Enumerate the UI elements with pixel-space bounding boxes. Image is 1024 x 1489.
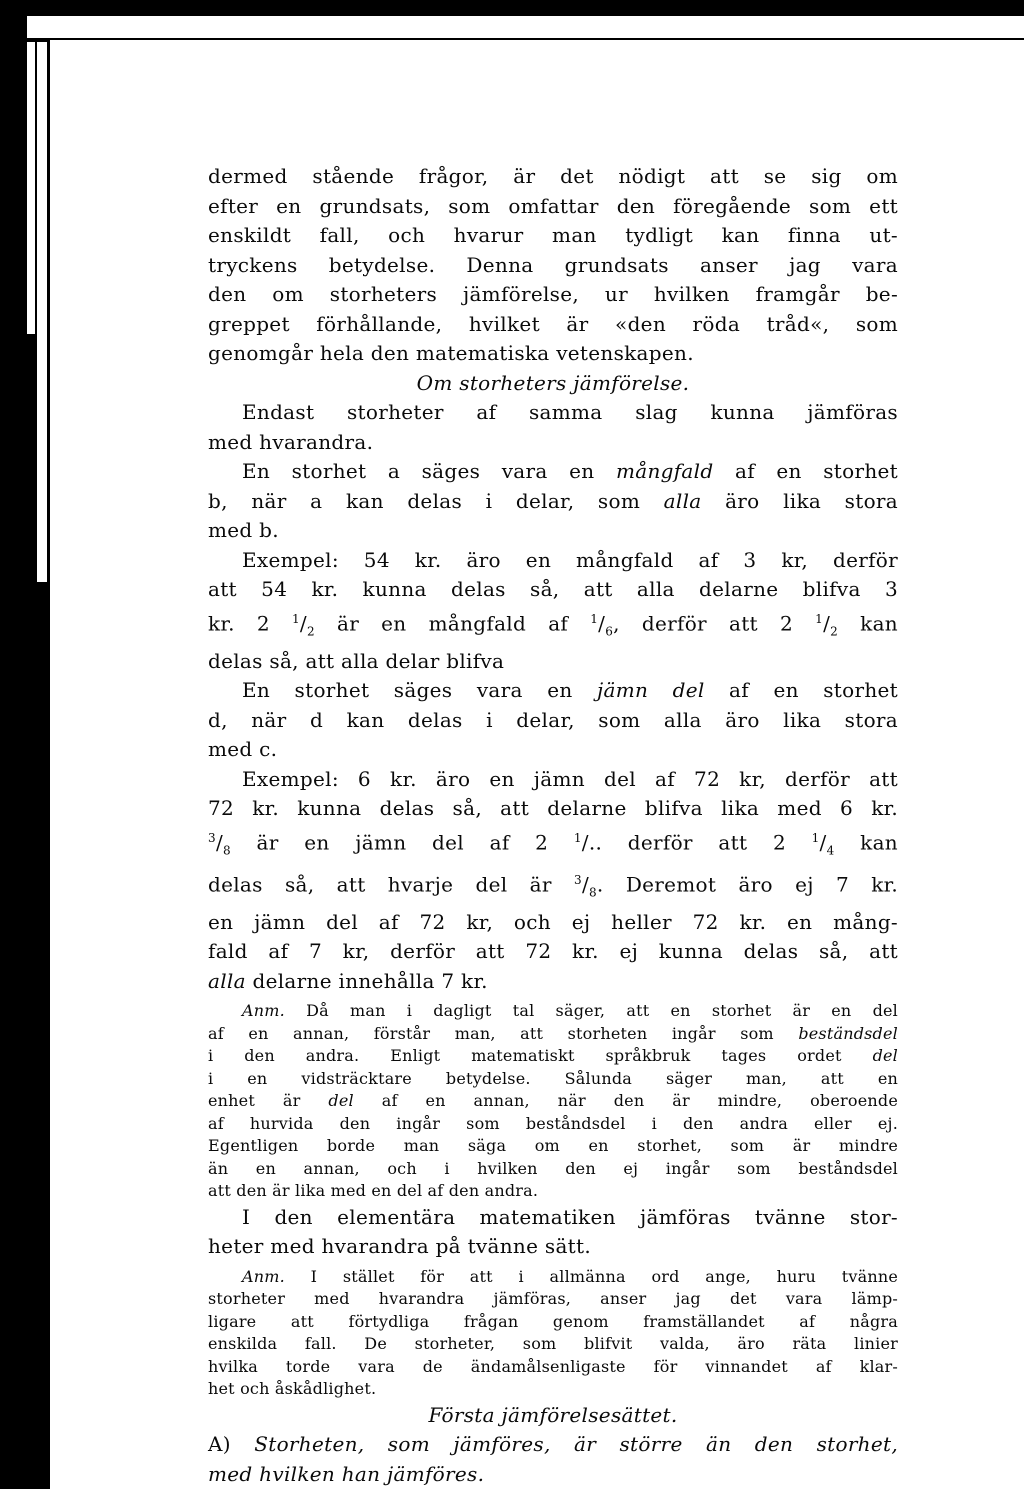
example-multiple [208,546,898,677]
fraction-numerator: 3 [574,872,582,887]
note-label: Anm. [242,1001,285,1021]
text-run: af en storhet [704,678,898,703]
text-run: I stället för att i allmänna ord ange, huru tvänne [284,1266,898,1286]
emphasis: mångfald [615,459,714,483]
scan-edge-left [27,42,35,334]
text-run: delarne innehålla 7 kr. [245,968,488,993]
text-run: Då man i dagligt tal säger, att en storhet är en del [284,1001,898,1021]
text-line: tryckens betydelse. Denna grundsats anser jag vara [208,252,898,277]
text-run: En storhet säges vara en [242,678,597,703]
text-line: delas så, att alla delar blifva [208,648,505,673]
note-2 [208,1266,898,1401]
text-line [208,1000,898,1023]
example-part [208,765,898,997]
fraction-denominator: 6 [605,624,614,639]
fraction-numerator: 1 [573,830,582,845]
text-run: delas så, att hvarje del är [208,872,574,897]
part-definition [208,676,898,765]
text-line [208,1266,898,1289]
text-run: /.. derför att 2 [581,830,812,855]
text-run: En storhet a säges vara en [242,459,616,483]
text-line: fald af 7 kr, derför att 72 kr. ej kunna delas så, att [208,939,898,964]
text-line: med b. [208,518,279,542]
comparison-paragraph [208,1203,898,1262]
text-run: af en annan, när den är mindre, oberoende [353,1091,898,1111]
emphasis: jämn del [597,678,705,703]
fraction-denominator: 8 [588,885,597,900]
scan-edge-left-inner [37,42,47,582]
text-line: Egentligen borde man säga om en storhet, som är mindre [208,1136,898,1156]
text-line [208,487,898,517]
fraction-numerator: 1 [811,830,820,845]
fraction-denominator: 2 [830,624,839,639]
text-line [208,457,898,487]
multiple-definition [208,457,898,546]
case-marker: A) [208,1432,255,1457]
text-run: är en mångfald af [314,611,591,636]
text-line: en jämn del af 72 kr, och ej heller 72 kr. en mång- [208,909,898,934]
text-run: i den andra. Enligt matematiskt språkbruk tages ordet [208,1046,873,1066]
text-line: storheter med hvarandra jämföras, anser jag det vara lämp- [208,1289,898,1309]
text-line: $^3/_8$ är en jämn del af 2 $^1$/.. derför att 2 $^1/_4$ kan [208,830,898,858]
same-kind-paragraph [208,398,898,457]
emphasis: beständsdel [798,1023,898,1043]
text-line: Exempel: 6 kr. äro en jämn del af 72 kr, derför att [242,766,898,791]
section-heading: Om storheters jämförelse. [416,370,690,395]
text-line: med hvilken han jämföres. [208,1461,485,1486]
text-run: äro lika stora [701,488,898,513]
fraction-numerator: 1 [815,611,824,626]
text-run: b, när a kan delas i delar, som [208,488,664,513]
text-line: I den elementära matematiken jämföras tvänne stor- [242,1204,898,1229]
text-line [208,967,898,997]
text-line [208,1023,898,1046]
note-1 [208,1000,898,1203]
scan-edge-strip [27,16,1024,38]
text-run: . Deremot äro ej 7 kr. [596,872,898,897]
fraction-numerator: 1 [291,611,300,626]
text-run: kr. 2 [208,611,292,636]
text-line: att 54 kr. kunna delas så, att alla delarne blifva 3 [208,577,898,601]
case-a [208,1430,898,1489]
text-line: i en vidsträcktare betydelse. Sålunda säger man, att en [208,1068,898,1088]
text-run: kan [834,830,898,855]
emphasis: del [328,1091,354,1111]
text-run: är en jämn del af 2 [230,830,574,855]
fraction-denominator: 8 [222,843,231,858]
fraction-denominator: 2 [306,624,315,639]
text-line: den om storheters jämförelse, ur hvilken framgår be- [208,282,898,306]
text-line: ligare att förtydliga frågan genom framställandet af några [208,1311,898,1331]
note-label: Anm. [242,1266,285,1286]
section-heading: Första jämförelsesättet. [428,1402,678,1427]
text-line: enskilda fall. De storheter, som blifvit valda, äro räta linier [208,1334,898,1354]
emphasis: Storheten, som jämföres, är större än den storhet, [254,1432,898,1457]
intro-paragraph [208,162,898,369]
text-line: greppet förhållande, hvilket är «den röda tråd«, som [208,311,898,336]
text-line: enskildt fall, och hvarur man tydligt kan finna ut- [208,223,898,247]
text-run: kan [838,611,898,636]
text-line: delas så, att hvarje del är $^3/_8$. Deremot äro ej 7 kr. [208,872,898,900]
text-line: hvilka torde vara de ändamålsenligaste för vinnandet af klar- [208,1356,898,1376]
text-line [208,676,898,706]
text-run: af en annan, förstår man, att storheten ingår som [208,1023,799,1043]
text-line: med hvarandra. [208,429,374,454]
text-line: än en annan, och i hvilken den ej ingår som beståndsdel [208,1158,898,1178]
text-line: het och åskådlighet. [208,1379,377,1399]
text-line: af hurvida den ingår som beståndsdel i den andra eller ej. [208,1113,898,1133]
text-line: att den är lika med en del af den andra. [208,1181,539,1201]
text-line: d, när d kan delas i delar, som alla äro lika stora [208,707,898,732]
text-line: Exempel: 54 kr. äro en mångfald af 3 kr, derför [242,547,898,572]
text-line: Endast storheter af samma slag kunna jämföras [242,400,898,424]
text-line: dermed stående frågor, är det nödigt att se sig om [208,164,898,188]
text-line: genomgår hela den matematiska vetenskapen. [208,341,694,365]
emphasis: alla [208,968,246,993]
text-line: efter en grundsats, som omfattar den föregående som ett [208,193,898,218]
text-line: 72 kr. kunna delas så, att delarne blifva lika med 6 kr. [208,796,898,821]
text-run: enhet är [208,1091,329,1111]
text-line [208,1090,898,1113]
text-run: , derför att 2 [613,611,816,636]
fraction-numerator: 1 [590,611,599,626]
emphasis: del [872,1046,898,1066]
emphasis: alla [663,488,702,513]
text-line: heter med hvarandra på tvänne sätt. [208,1234,591,1259]
text-column [208,162,898,1489]
fraction-numerator: 3 [208,830,216,845]
text-line [208,1045,898,1068]
text-line [208,1430,898,1460]
text-run: af en storhet [713,459,898,483]
fraction-denominator: 4 [826,843,835,858]
text-line: kr. 2 $^1/_2$ är en mångfald af $^1/_6$, derför att 2 $^1/_2$ kan [208,611,898,639]
text-line: med c. [208,737,278,762]
